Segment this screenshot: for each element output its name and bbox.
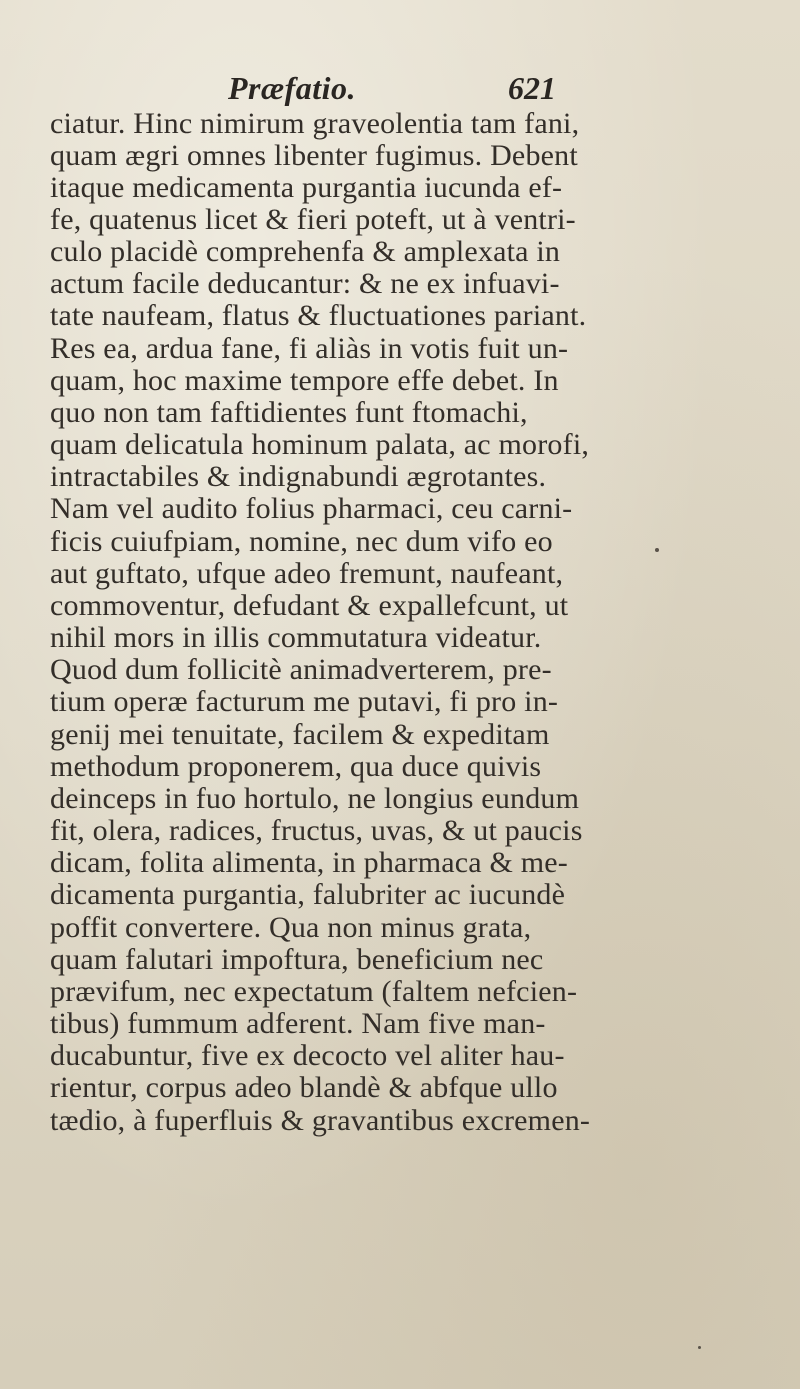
text-line: quam ægri omnes libenter fugimus. Debent [50, 139, 578, 172]
text-line: prævifum, nec expectatum (faltem nefcien- [50, 975, 578, 1008]
text-line: aut guftato, ufque adeo fremunt, naufeant, [50, 557, 564, 590]
page-number: 621 [508, 70, 556, 106]
text-line: quo non tam faftidientes funt ftomachi, [50, 396, 528, 429]
text-line: Nam vel audito folius pharmaci, ceu carni- [50, 492, 573, 525]
text-line: fe, quatenus licet & fieri poteft, ut à ventri- [50, 203, 576, 236]
page-header [0, 70, 800, 110]
running-title: Præfatio. [228, 70, 357, 106]
text-line: intractabiles & indignabundi ægrotantes. [50, 460, 547, 493]
text-line: culo placidè comprehenfa & amplexata in [50, 235, 561, 268]
text-line: genij mei tenuitate, facilem & expeditam [50, 718, 550, 751]
text-line: commoventur, defudant & expallefcunt, ut [50, 589, 569, 622]
text-line: quam falutari impoftura, beneficium nec [50, 943, 544, 976]
text-line: dicam, folita alimenta, in pharmaca & me- [50, 846, 568, 879]
text-line: ficis cuiufpiam, nomine, nec dum vifo eo [50, 525, 553, 558]
text-line: actum facile deducantur: & ne ex infuavi- [50, 267, 560, 300]
text-line: rientur, corpus adeo blandè & abfque ullo [50, 1071, 558, 1104]
text-line: quam delicatula hominum palata, ac morofi, [50, 428, 590, 461]
text-line: ciatur. Hinc nimirum graveolentia tam fani, [50, 107, 580, 140]
text-line: ducabuntur, five ex decocto vel aliter hau- [50, 1039, 565, 1072]
text-line: tibus) fummum adferent. Nam five man- [50, 1007, 546, 1040]
text-line: Res ea, ardua fane, fi aliàs in votis fuit un- [50, 332, 569, 365]
ink-speck [698, 1346, 701, 1349]
text-line: tate naufeam, flatus & fluctuationes pariant. [50, 299, 587, 332]
text-line: deinceps in fuo hortulo, ne longius eundum [50, 782, 580, 815]
text-line: methodum proponerem, qua duce quivis [50, 750, 542, 783]
text-line: poffit convertere. Qua non minus grata, [50, 911, 532, 944]
ink-speck [655, 548, 659, 552]
text-line: fit, olera, radices, fructus, uvas, & ut paucis [50, 814, 583, 847]
text-line: nihil mors in illis commutatura videatur. [50, 621, 542, 654]
text-line: tium operæ facturum me putavi, fi pro in- [50, 685, 559, 718]
text-line: tædio, à fuperfluis & gravantibus excremen- [50, 1104, 591, 1137]
text-line: Quod dum follicitè animadverterem, pre- [50, 653, 552, 686]
text-line: itaque medicamenta purgantia iucunda ef- [50, 171, 563, 204]
text-line: dicamenta purgantia, falubriter ac iucundè [50, 878, 566, 911]
text-line: quam, hoc maxime tempore effe debet. In [50, 364, 559, 397]
